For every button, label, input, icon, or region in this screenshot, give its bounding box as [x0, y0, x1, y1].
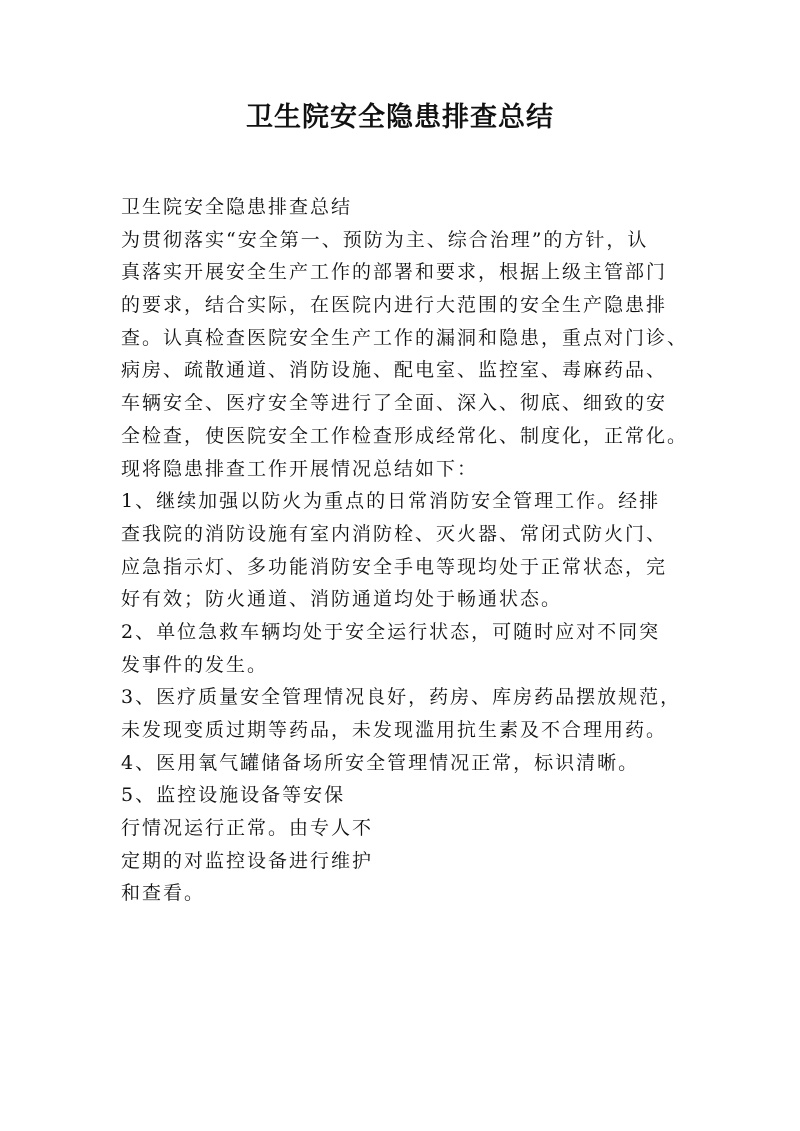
body-line: 3、医疗质量安全管理情况良好，药房、库房药品摆放规范， — [121, 686, 682, 709]
document-title: 卫生院安全隐患排查总结 — [246, 102, 554, 133]
body-line: 查我院的消防设施有室内消防栓、灭火器、常闭式防火门、 — [121, 522, 668, 545]
body-line: 和查看。 — [121, 882, 206, 905]
body-line: 现将隐患排查工作开展情况总结如下： — [121, 457, 479, 480]
body-line: 未发现变质过期等药品，未发现滥用抗生素及不合理用药。 — [121, 719, 668, 741]
body-line: 病房、疏散通道、消防设施、配电室、监控室、毒麻药品、 — [121, 359, 668, 382]
body-line: 查。认真检查医院安全生产工作的漏洞和隐患，重点对门诊、 — [121, 326, 689, 349]
body-line: 为贯彻落实“安全第一、预防为主、综合治理”的方针，认 — [121, 228, 649, 251]
body-line: 应急指示灯、多功能消防安全手电等现均处于正常状态，完 — [121, 555, 668, 578]
body-line: 好有效；防火通道、消防通道均处于畅通状态。 — [121, 588, 563, 611]
body-line: 定期的对监控设备进行维护 — [121, 849, 374, 872]
body-line: 卫生院安全隐患排查总结 — [121, 196, 353, 218]
body-line: 的要求，结合实际，在医院内进行大范围的安全生产隐患排 — [121, 294, 668, 317]
body-line: 车辆安全、医疗安全等进行了全面、深入、彻底、细致的安 — [121, 392, 668, 415]
body-line: 5、监控设施设备等安保 — [121, 784, 346, 807]
body-line: 行情况运行正常。由专人不 — [121, 817, 374, 840]
body-line: 2、单位急救车辆均处于安全运行状态，可随时应对不同突 — [121, 620, 661, 643]
body-line: 4、医用氧气罐储备场所安全管理情况正常，标识清晰。 — [121, 751, 640, 774]
document-body — [121, 191, 691, 910]
body-line: 1、继续加强以防火为重点的日常消防安全管理工作。经排 — [121, 490, 661, 513]
body-line: 真落实开展安全生产工作的部署和要求，根据上级主管部门 — [121, 261, 668, 284]
body-line: 发事件的发生。 — [121, 653, 269, 676]
body-line: 全检查，使医院安全工作检查形成经常化、制度化，正常化。 — [121, 424, 689, 447]
